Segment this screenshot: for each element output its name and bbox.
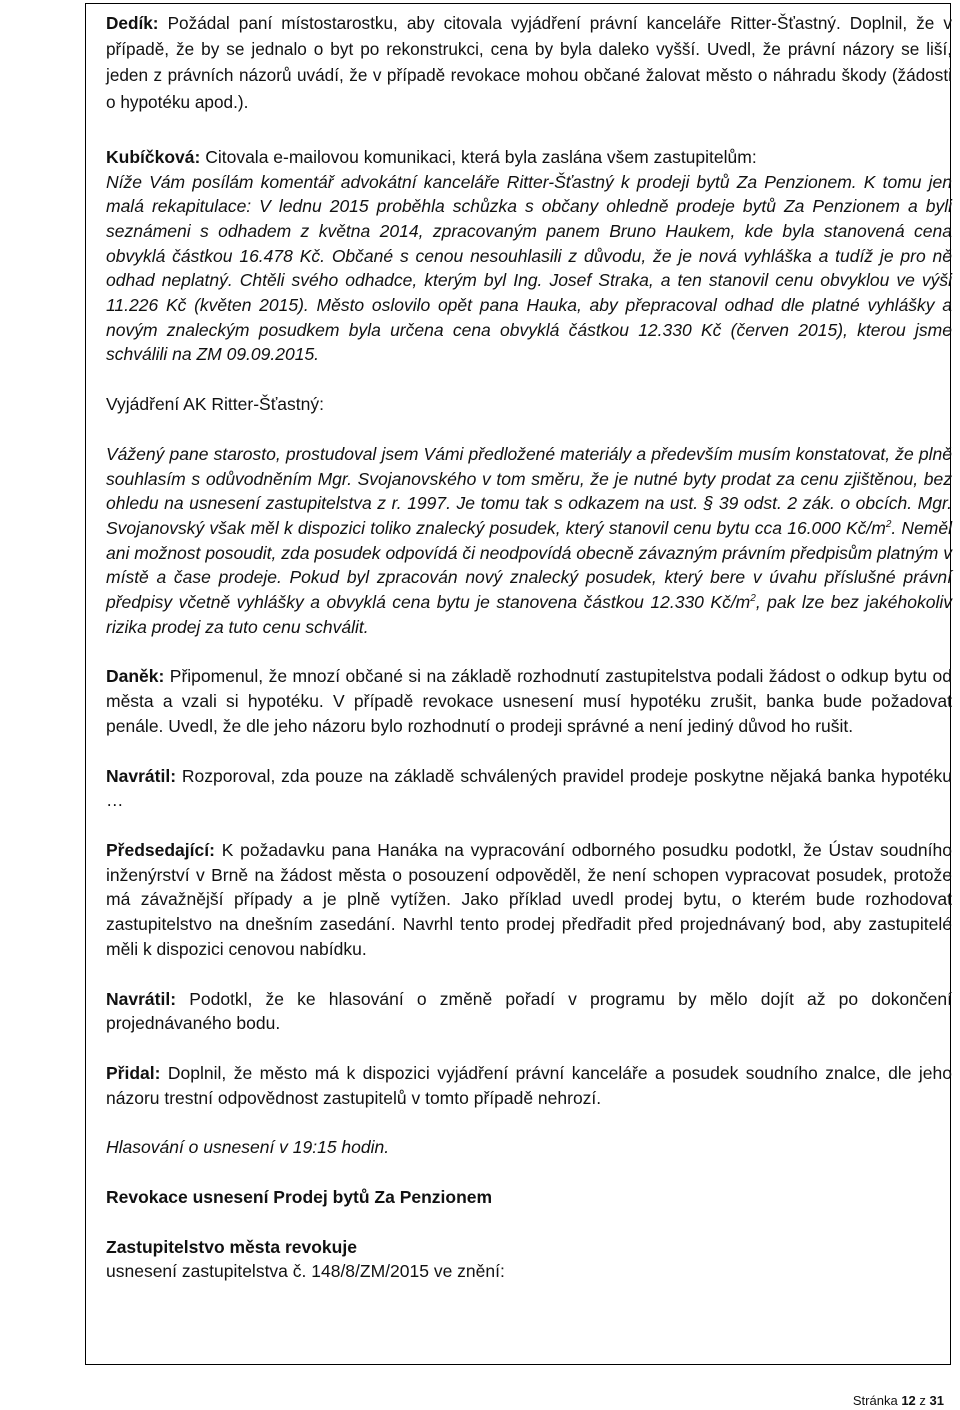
speaker-dedik: Dedík: <box>106 13 159 33</box>
paragraph-danek <box>106 664 952 738</box>
text-navratil-1: Rozporoval, zda pouze na základě schválených pravidel prodeje poskytne nějaká banka hypotéku … <box>106 765 952 811</box>
text-danek: Připomenul, že mnozí občané si na základě rozhodnutí zastupitelstva podali žádost o odkup bytu od města a vzali si hypotéku. V případě revokace usnesení musí hypotéku zrušit, banka bude požadovat penále. Uvedl, že dle jeho názoru bylo rozhodnutí o prodeji správné a není jediný důvod ho rušit. <box>106 666 952 736</box>
footer-prefix: Stránka <box>852 1393 898 1408</box>
paragraph-kubickova <box>106 145 952 367</box>
page-footer <box>853 1393 944 1408</box>
text-predsedajici: K požadavku pana Hanáka na vypracování odborného posudku podotkl, že Ústav soudního inženýrství v Brně na žádost města o posouzení odpověděl, že není schopen vypracovat posudek, protože má závažnější případy a je plně vytížen. Jako příklad uvedl prodej bytu, o kterém bude rozhodovat zastupitelstvo na dnešním zasedání. Navrhl tento prodej předřadit před projednávaný bod, aby zastupitelé měli k dispozici cenovou nabídku. <box>106 839 952 959</box>
footer-page-number: 12 <box>901 1393 916 1408</box>
paragraph-predsedajici <box>106 838 952 962</box>
speaker-predsedajici: Předsedající: <box>106 839 215 860</box>
vyjadreni-part2: . Neměl ani možnost posoudit, zda posudek odpovídá či neodpovídá obecně závazným právním předpisům platným v místě a čase prodeje. Pokud byl zpracován nový znalecký posudek, který bere v úvahu příslušné právní předpisy včetně vyhlášky a obvyklá cena bytu je stanovena částkou 12.330 Kč/m <box>106 517 952 613</box>
text-navratil-2: Podotkl, že ke hlasování o změně pořadí v programu by mělo dojít až po dokončení projednávaného bodu. <box>106 988 952 1034</box>
speaker-navratil-2: Navrátil: <box>106 988 177 1009</box>
resolution-block <box>106 1235 952 1284</box>
resolution-subtitle: Zastupitelstvo města revokuje <box>106 1236 357 1257</box>
footer-page-total: 31 <box>929 1393 944 1408</box>
vyjadreni-part1: Vážený pane starosto, prostudoval jsem Vámi předložené materiály a především musím konstatovat, že plně souhlasím s odůvodněním Mgr. Svojanovského v tom směru, že je nutné byty prodat za cenu zjištěnou, bez ohledu na usnesení zastupitelstva z r. 1997. Je tomu tak s odkazem na ust. § 39 odst. 2 zák. o obcích. Mgr. Svojanovský však měl k dispozici toliko znalecký posudek, který stanovil cenu bytu cca 16.000 Kč/m <box>106 443 952 538</box>
paragraph-dedik <box>106 10 952 115</box>
superscript-2: 2 <box>750 593 756 605</box>
text-dedik: Požádal paní místostarostku, aby citovala vyjádření právní kanceláře Ritter-Šťastný. Doplnil, že v případě, že by se jednalo o byt po rekonstrukci, cena by byla daleko vyšší. Uvedl, že právní názory se liší, jeden z právních názorů uvádí, že v případě revokace mohou občané žalovat město o náhradu škody (žádosti o hypotéku apod.). <box>106 13 952 112</box>
text-kubickova: Citovala e-mailovou komunikaci, která byla zaslána všem zastupitelům: <box>205 146 757 167</box>
speaker-kubickova: Kubíčková: <box>106 146 201 167</box>
voting-note: Hlasování o usnesení v 19:15 hodin. <box>106 1137 390 1158</box>
paragraph-vyjadreni <box>106 442 952 640</box>
vyjadreni-part3: , pak lze bez jakéhokoliv rizika prodej za tuto cenu schválit. <box>106 592 952 637</box>
text-pridal: Doplnil, že město má k dispozici vyjádření právní kanceláře a posudek soudního znalce, dle jeho názoru trestní odpovědnost zastupitelů v tomto případě nehrozí. <box>106 1062 952 1108</box>
heading-vyjadreni: Vyjádření AK Ritter-Šťastný: <box>106 394 324 415</box>
minutes-content <box>106 10 952 1284</box>
paragraph-navratil-2 <box>106 987 952 1036</box>
superscript-1: 2 <box>885 519 892 531</box>
speaker-danek: Daněk: <box>106 666 165 687</box>
resolution-title: Revokace usnesení Prodej bytů Za Penzionem <box>106 1187 493 1208</box>
paragraph-navratil-1 <box>106 764 952 813</box>
paragraph-pridal <box>106 1061 952 1110</box>
speaker-pridal: Přidal: <box>106 1062 161 1083</box>
resolution-text: usnesení zastupitelstva č. 148/8/ZM/2015 ve znění: <box>106 1261 505 1282</box>
footer-of: z <box>919 1393 926 1408</box>
quote-kubickova: Níže Vám posílám komentář advokátní kanceláře Ritter-Šťastný k prodeji bytů Za Penzionem. K tomu jen malá rekapitulace: V lednu 2015 proběhla schůzka s občany ohledně prodeje bytů Za Penzionem a byli seznámeni s odhadem z května 2014, zpracovaným panem Bruno Haukem, kde byla stanovená cena obvyklá částkou 16.478 Kč. Občané s cenou nesouhlasili z důvodu, že je nová vyhláška a tudíž je pro ně odhad neplatný. Chtěli svého odhadce, kterým byl Ing. Josef Straka, a ten stanovil cenu obvyklou ve výši 11.226 Kč (květen 2015). Město oslovilo opět pana Hauka, aby přepracoval odhad dle platné vyhlášky a novým znaleckým posudkem byla určena cena obvyklá částkou 12.330 Kč (červen 2015), kterou jsme schválili na ZM 09.09.2015. <box>106 171 952 365</box>
speaker-navratil-1: Navrátil: <box>106 765 177 786</box>
